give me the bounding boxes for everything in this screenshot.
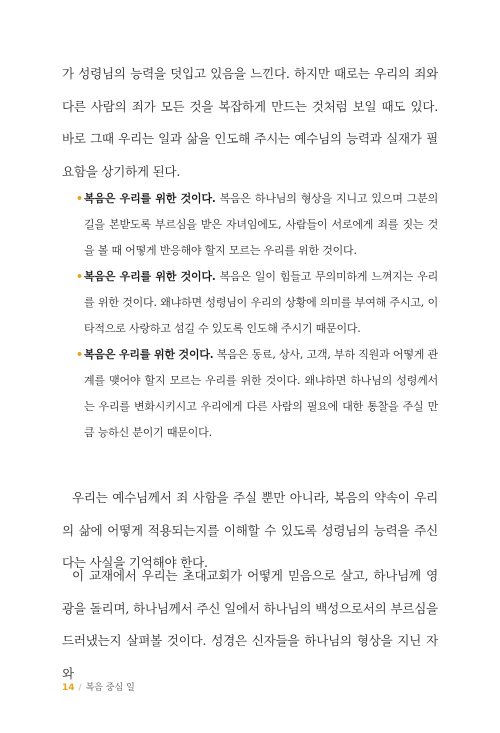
bullet-dot-icon: • bbox=[76, 192, 83, 205]
body-paragraph-1: 가 성령님의 능력을 덧입고 있음을 느낀다. 하지만 때로는 우리의 죄와 다른 사람의 죄가 모든 것을 복잡하게 만드는 것처럼 보일 때도 있다. 바로 그때 우리는 일과 삶을 인도해 주시는 예수님의 능력과 실재가 필요함을 상기하게 된다. bbox=[62, 66, 438, 179]
page-footer bbox=[62, 680, 135, 693]
section-title: 복음 중심 일 bbox=[85, 683, 135, 693]
body-paragraph-3: 이 교재에서 우리는 초대교회가 어떻게 믿음으로 살고, 하나님께 영광을 돌리며, 하나님께서 주신 일에서 하나님의 백성으로서의 부르심을 드러냈는지 살펴볼 것이다. 성경은 신자들을 하나님의 형상을 지닌 자와 bbox=[62, 568, 438, 681]
bullet-lead: 복음은 우리를 위한 것이다. bbox=[84, 192, 216, 205]
page-number: 14 bbox=[62, 683, 75, 693]
bullet-text: 복음은 일이 힘들고 무의미하게 느껴지는 우리를 위한 것이다. 왜냐하면 성령님이 우리의 상황에 의미를 부여해 주시고, 이타적으로 사랑하고 섬길 수 있도록 인도해 주시기 때문이다. bbox=[84, 270, 438, 335]
footer-separator: / bbox=[78, 683, 82, 693]
bullet-item bbox=[62, 186, 438, 264]
bullet-text: 복음은 하나님의 형상을 지니고 있으며 그분의 길을 본받도록 부르심을 받은 자녀임에도, 사람들이 서로에게 죄를 짓는 것을 볼 때 어떻게 반응해야 할지 모르는 우리를 위한 것이다. bbox=[84, 192, 438, 257]
bullet-item bbox=[62, 264, 438, 342]
bullet-dot-icon: • bbox=[76, 270, 83, 283]
bullet-list bbox=[62, 186, 438, 446]
bullet-text: 복음은 동료, 상사, 고객, 부하 직원과 어떻게 관계를 맺어야 할지 모르는 우리를 위한 것이다. 왜냐하면 하나님의 성령께서는 우리를 변화시키시고 우리에게 다른 사람의 필요에 대한 통찰을 주실 만큼 능하신 분이기 때문이다. bbox=[84, 348, 438, 439]
bullet-item bbox=[62, 342, 438, 446]
bullet-dot-icon: • bbox=[76, 348, 83, 361]
bullet-lead: 복음은 우리를 위한 것이다. bbox=[84, 348, 214, 361]
body-paragraph-2: 우리는 예수님께서 죄 사함을 주실 뿐만 아니라, 복음의 약속이 우리의 삶에 어떻게 적용되는지를 이해할 수 있도록 성령님의 능력을 주신다는 사실을 기억해야 한다. bbox=[62, 490, 438, 570]
bullet-lead: 복음은 우리를 위한 것이다. bbox=[84, 270, 216, 283]
